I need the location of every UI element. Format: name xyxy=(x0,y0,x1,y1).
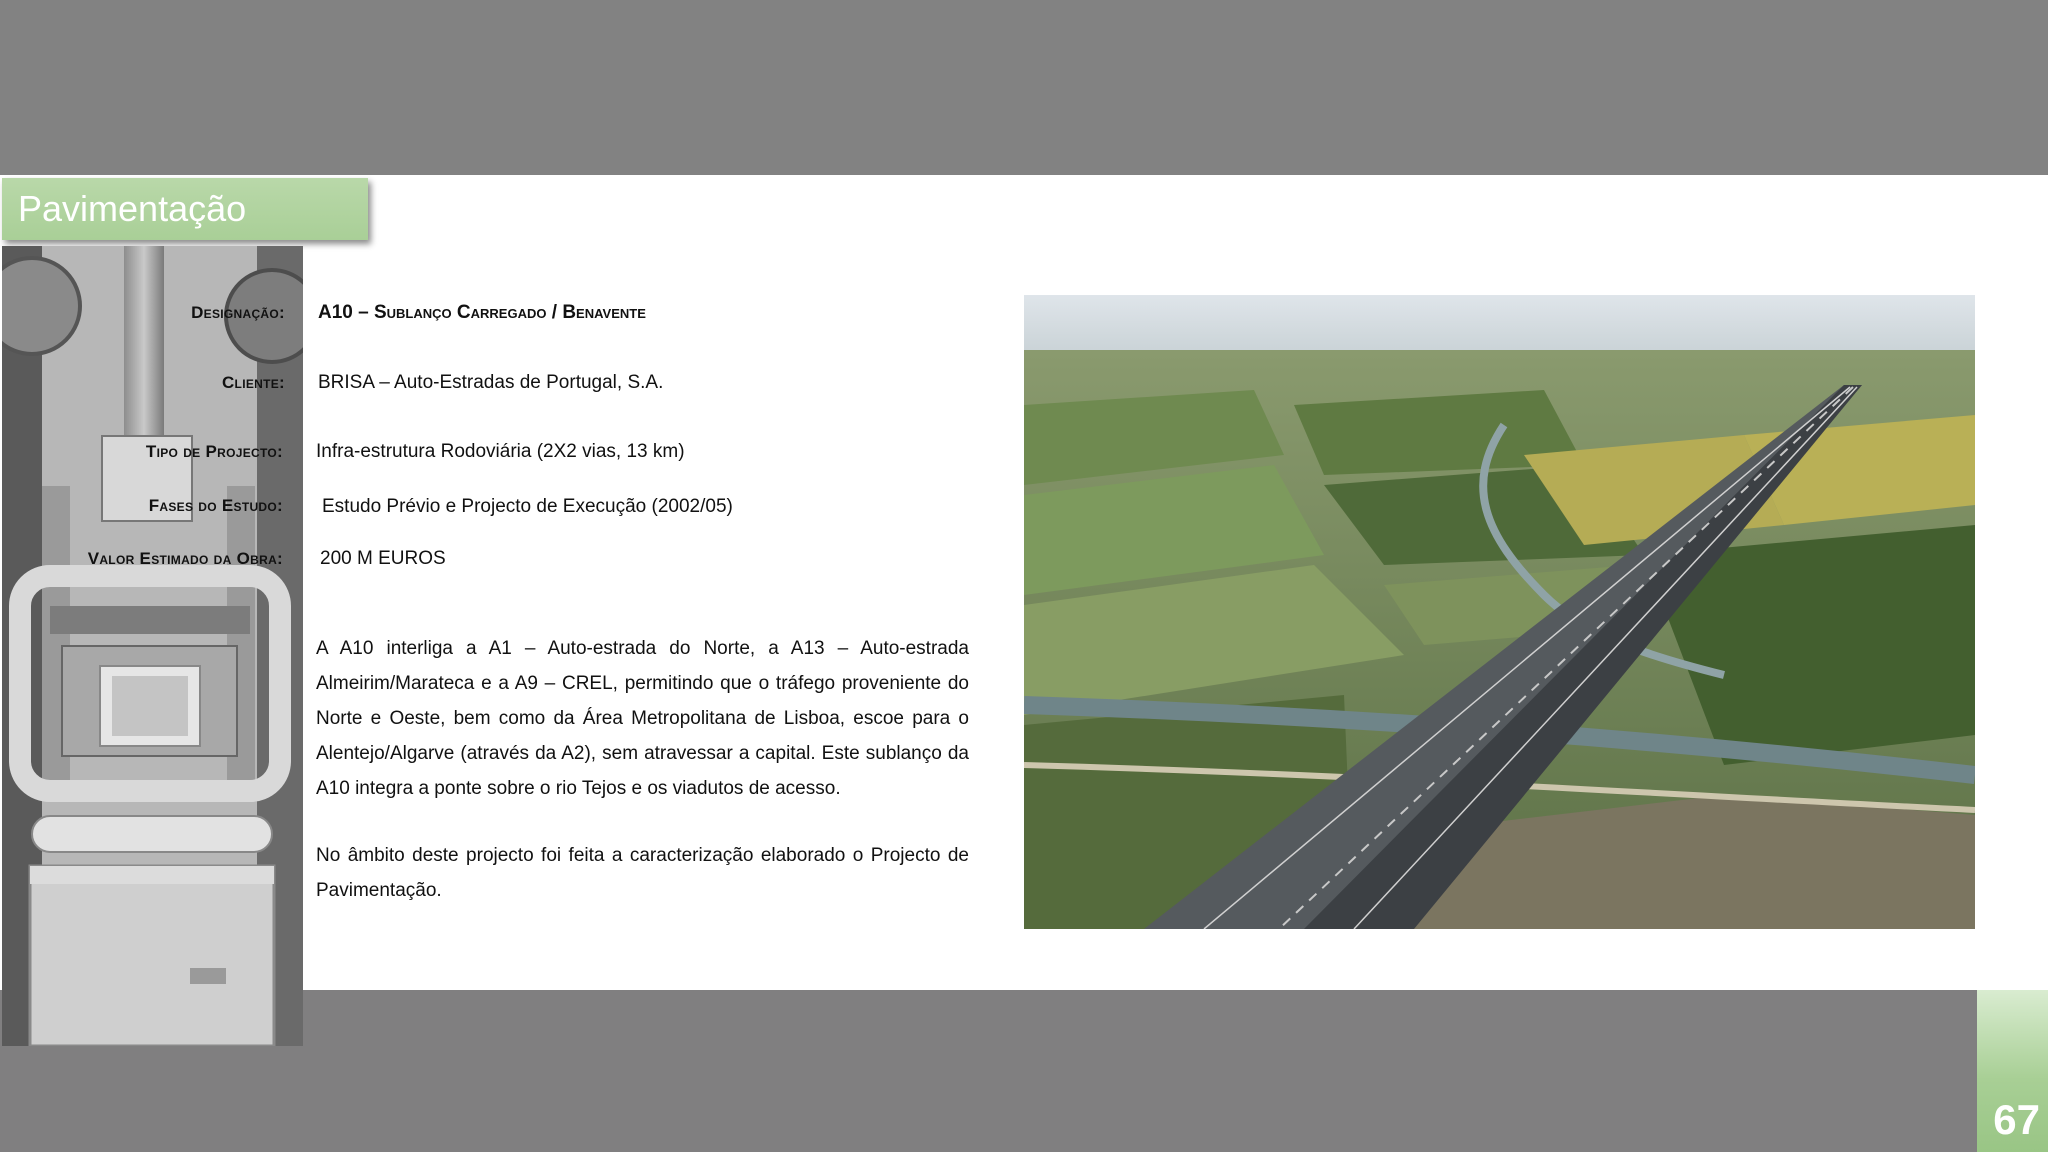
aerial-photo-bridge xyxy=(1024,295,1975,929)
fases-estudo-value: Estudo Prévio e Projecto de Execução (2002/05) xyxy=(322,496,733,517)
bottom-gray-band xyxy=(0,990,2048,1152)
fases-estudo-label: Fases do Estudo: xyxy=(148,496,283,515)
tipo-projecto-value: Infra-estrutura Rodoviária (2X2 vias, 13 km) xyxy=(316,441,685,462)
description-paragraph-1: A A10 interliga a A1 – Auto-estrada do Norte, a A13 – Auto-estrada Almeirim/Marateca e a A9 – CREL, permitindo que o tráfego proveniente do Norte e Oeste, bem como da Área Metropolitana de Lisboa, escoe para o Alentejo/Algarve (através da A2), sem atravessar a capital. Este sublanço da A10 integra a ponte sobre o rio Tejos e os viadutos de acesso. xyxy=(316,638,969,799)
top-gray-band xyxy=(0,0,2048,175)
designacao-label: Designação: xyxy=(191,303,285,322)
valor-estimado-label: Valor Estimado da Obra: xyxy=(87,549,283,568)
cliente-value: BRISA – Auto-Estradas de Portugal, S.A. xyxy=(318,372,664,393)
description-paragraph-2: No âmbito deste projecto foi feita a caracterização elaborado o Projecto de Pavimentação. xyxy=(316,845,969,901)
section-title: Pavimentação xyxy=(2,178,368,240)
valor-estimado-value: 200 M EUROS xyxy=(320,548,446,569)
page-number: 67 xyxy=(1993,1096,2040,1143)
cliente-label: Cliente: xyxy=(221,373,285,392)
designacao-value: A10 – Sublanço Carregado / Benavente xyxy=(318,302,646,323)
tipo-projecto-label: Tipo de Projecto: xyxy=(145,442,283,461)
side-photo-testing-machine xyxy=(2,246,303,1046)
page-number-box xyxy=(1977,990,2048,1152)
